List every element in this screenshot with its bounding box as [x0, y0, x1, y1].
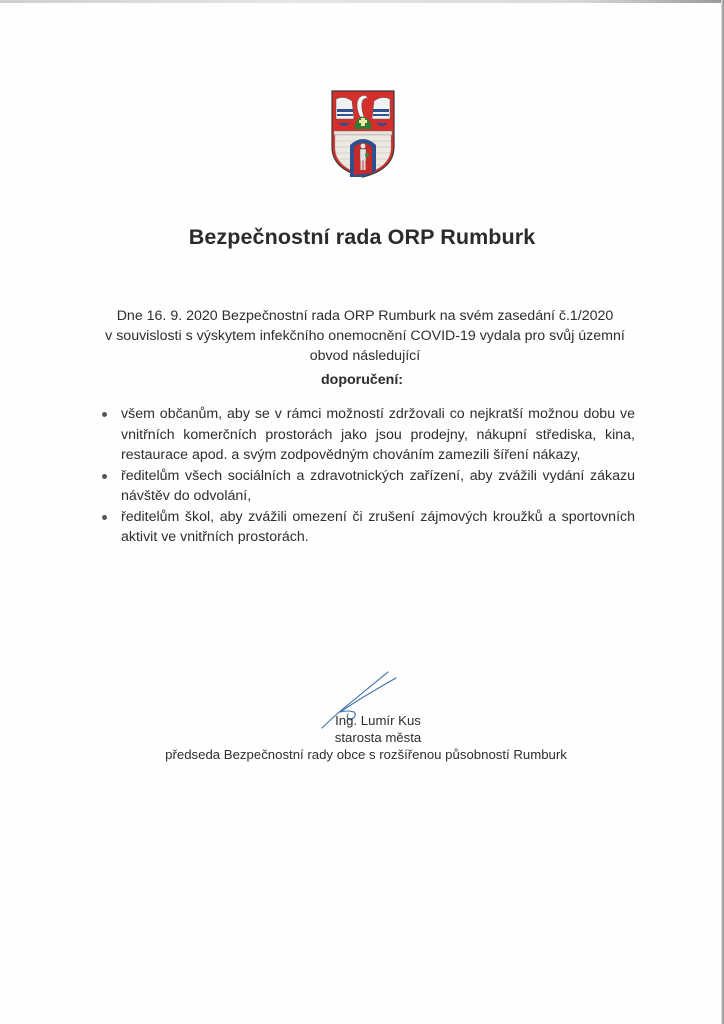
- bullet-icon: [102, 515, 107, 520]
- recommendation-line: aktivit ve vnitřních prostorách.: [121, 529, 309, 545]
- recommendation-line: vnitřních komerčních prostorách jako jsou prodejny, nákupní střediska, kina,: [121, 426, 635, 443]
- intro-line: v souvislosti s výskytem infekčního onemocnění COVID-19 vydala pro svůj územní: [105, 328, 625, 344]
- recommendation-item: [100, 404, 635, 466]
- signatory-position: předseda Bezpečnostní rady obce s rozšířenou působností Rumburk: [165, 747, 567, 762]
- coat-of-arms-icon: [330, 89, 396, 179]
- recommendation-item: [100, 507, 635, 548]
- recommendation-line: všem občanům, aby se v rámci možností zdržovali co nejkratší možnou dobu ve: [121, 406, 635, 422]
- recommendation-item: [100, 466, 635, 507]
- bullet-icon: [102, 474, 107, 479]
- signatory-role: starosta města: [334, 730, 422, 745]
- recommendation-line: restaurace apod. a svým zodpovědným chováním zamezili šíření nákazy,: [121, 447, 581, 463]
- signatory-name: Ing. Lumír Kus: [335, 713, 421, 728]
- recommendation-line: návštěv do odvolání,: [121, 488, 252, 504]
- recommendation-line: ředitelům škol, aby zvážili omezení či zrušení zájmových kroužků a sportovních: [121, 508, 635, 525]
- recommendation-line: ředitelům všech sociálních a zdravotnických zařízení, aby zvážili vydání zákazu: [121, 467, 635, 484]
- bullet-icon: [102, 412, 107, 417]
- document-title: Bezpečnostní rada ORP Rumburk: [188, 225, 536, 249]
- intro-line: Dne 16. 9. 2020 Bezpečnostní rada ORP Rumburk na svém zasedání č.1/2020: [116, 308, 614, 324]
- signature-block: [0, 712, 724, 763]
- recommendations-heading: doporučení:: [321, 372, 403, 388]
- recommendations-list: [100, 404, 635, 548]
- scan-edge-top: [0, 0, 724, 3]
- intro-line: obvod následující: [309, 348, 421, 364]
- intro-paragraph: [95, 306, 635, 366]
